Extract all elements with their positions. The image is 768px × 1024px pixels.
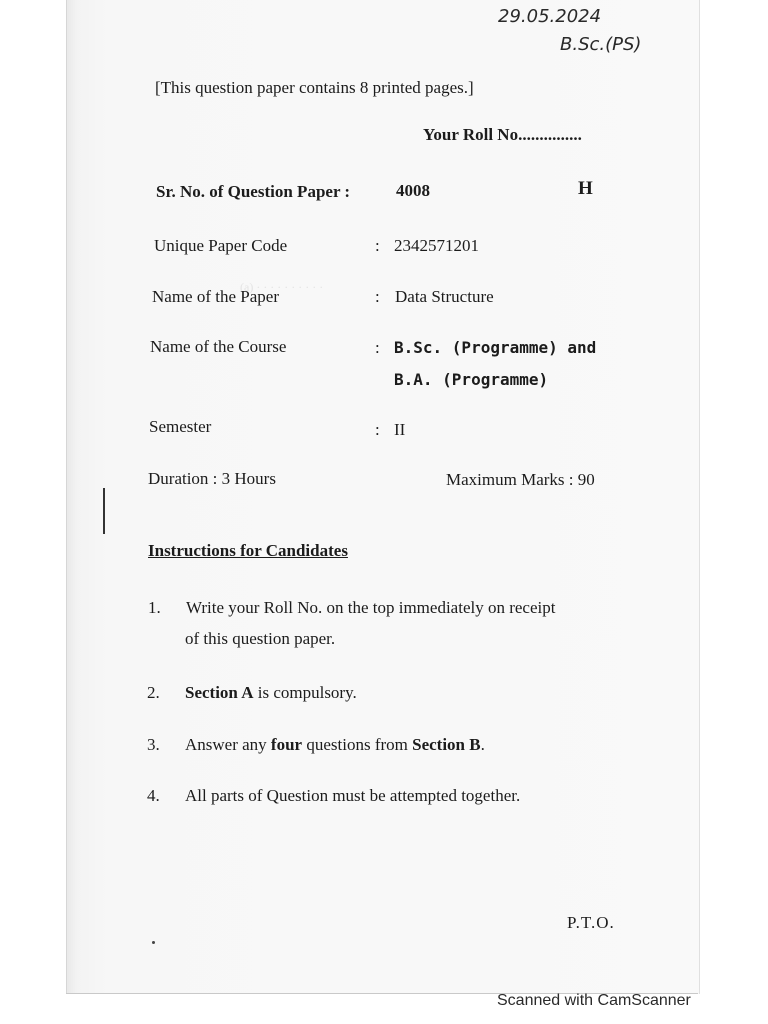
upc-value: 2342571201 [394,236,479,255]
upc-label: Unique Paper Code [154,236,288,255]
instruction-3-mid: questions from [302,735,413,754]
pages-note: [This question paper contains 8 printed pages.] [155,78,474,97]
pto-mark: P.T.O. [567,913,615,932]
instruction-number: 1. [148,598,161,617]
sr-no-label: Sr. No. of Question Paper : [156,182,351,201]
course-label: Name of the Course [150,337,287,356]
instruction-2 [185,683,357,703]
semester-colon: : [375,420,380,439]
instruction-3-post: . [480,735,485,754]
instruction-3-pre: Answer any [185,735,271,754]
roll-number-field: Your Roll No............... [423,125,582,144]
instruction-3-bold-four: four [270,735,303,754]
instruction-2-rest: is compulsory. [253,683,357,702]
sr-no-value: 4008 [396,181,430,200]
handwritten-course: B.Sc.(PS) [560,34,642,55]
instruction-4: All parts of Question must be attempted together. [185,786,521,805]
instruction-3 [185,735,485,755]
instruction-1-line1: Write your Roll No. on the top immediately on receipt [186,598,556,617]
instruction-number: 4. [147,786,160,805]
paper-label: Name of the Paper [152,287,279,306]
margin-mark [103,488,105,534]
instruction-number: 3. [147,735,160,754]
paper-colon: : [375,287,380,306]
instruction-number: 2. [147,683,160,702]
scanned-page [66,0,700,994]
semester-label: Semester [149,417,212,436]
set-code: H [578,178,593,199]
course-colon: : [375,338,380,357]
bleed-through: (a) · · · · · · · · · · [240,280,324,294]
instruction-1-line2: of this question paper. [185,629,336,648]
paper-value: Data Structure [395,287,494,306]
semester-value: II [394,420,406,439]
instruction-3-bold-section: Section B [412,735,481,754]
handwritten-date: 29.05.2024 [498,6,602,27]
scanner-watermark: Scanned with CamScanner [497,992,691,1009]
instruction-2-bold: Section A [185,683,254,702]
ink-dot [152,941,155,944]
duration: Duration : 3 Hours [148,469,276,488]
course-value-line2: B.A. (Programme) [394,370,549,389]
upc-colon: : [375,236,380,255]
instructions-heading: Instructions for Candidates [148,541,348,560]
course-value-line1: B.Sc. (Programme) and [394,338,597,357]
maximum-marks: Maximum Marks : 90 [446,470,595,489]
